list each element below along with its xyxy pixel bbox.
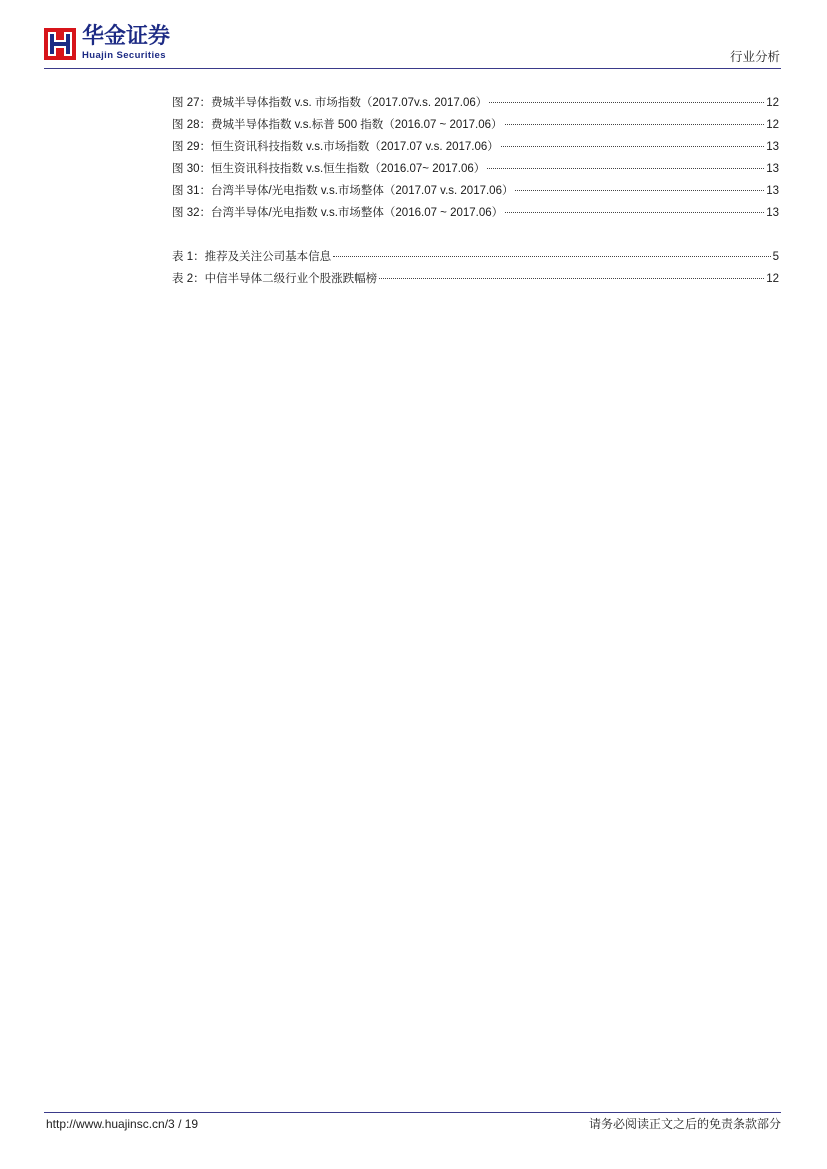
dot-leader xyxy=(487,168,764,169)
toc-entry-label: 图 32：台湾半导体/光电指数 v.s.市场整体（2016.07 ~ 2017.06） xyxy=(172,207,504,219)
table-list xyxy=(172,246,779,290)
toc-entry-label: 表 1：推荐及关注公司基本信息 xyxy=(172,251,332,263)
toc-entry-label: 图 29：恒生资讯科技指数 v.s.市场指数（2017.07 v.s. 2017.06） xyxy=(172,141,499,153)
footer-disclaimer: 请务必阅读正文之后的免责条款部分 xyxy=(588,1117,781,1131)
toc-entry-figure-29[interactable] xyxy=(172,136,779,158)
huajin-logo-icon xyxy=(44,28,76,60)
toc-entry-label: 图 30：恒生资讯科技指数 v.s.恒生指数（2016.07~ 2017.06） xyxy=(172,163,486,175)
brand-name-en: Huajin Securities xyxy=(82,50,166,61)
dot-leader xyxy=(333,256,771,257)
toc-entry-page: 13 xyxy=(766,185,779,197)
toc-entry-page: 5 xyxy=(772,251,779,263)
toc-entry-page: 12 xyxy=(766,119,779,131)
footer-url-page[interactable]: http://www.huajinsc.cn/3 / 19 xyxy=(46,1117,199,1131)
toc-entry-page: 12 xyxy=(766,273,779,285)
toc-entry-page: 12 xyxy=(766,97,779,109)
header-divider xyxy=(44,68,781,69)
toc-entry-figure-27[interactable] xyxy=(172,92,779,114)
dot-leader xyxy=(505,212,764,213)
brand-name-cn: 华金证券 xyxy=(82,24,171,49)
toc-entry-label: 图 27：费城半导体指数 v.s. 市场指数（2017.07v.s. 2017.06） xyxy=(172,97,488,109)
toc-entry-label: 表 2：中信半导体二级行业个股涨跌幅榜 xyxy=(172,273,378,285)
toc-entry-table-1[interactable] xyxy=(172,246,779,268)
toc-entry-page: 13 xyxy=(766,207,779,219)
toc-entry-label: 图 28：费城半导体指数 v.s.标普 500 指数（2016.07 ~ 2017.06） xyxy=(172,119,503,131)
toc-entry-figure-30[interactable] xyxy=(172,158,779,180)
toc-entry-figure-31[interactable] xyxy=(172,180,779,202)
toc-entry-table-2[interactable] xyxy=(172,268,779,290)
toc-entry-figure-32[interactable] xyxy=(172,202,779,224)
dot-leader xyxy=(379,278,764,279)
toc-entry-page: 13 xyxy=(766,141,779,153)
report-category: 行业分析 xyxy=(729,50,780,64)
dot-leader xyxy=(505,124,765,125)
figure-list xyxy=(172,92,779,224)
page-header xyxy=(0,0,827,72)
toc-entry-page: 13 xyxy=(766,163,779,175)
dot-leader xyxy=(515,190,764,191)
toc-entry-figure-28[interactable] xyxy=(172,114,779,136)
footer-divider xyxy=(44,1112,781,1113)
table-of-contents xyxy=(172,92,779,290)
dot-leader xyxy=(489,102,764,103)
dot-leader xyxy=(501,146,764,147)
toc-entry-label: 图 31：台湾半导体/光电指数 v.s.市场整体（2017.07 v.s. 2017.06） xyxy=(172,185,514,197)
